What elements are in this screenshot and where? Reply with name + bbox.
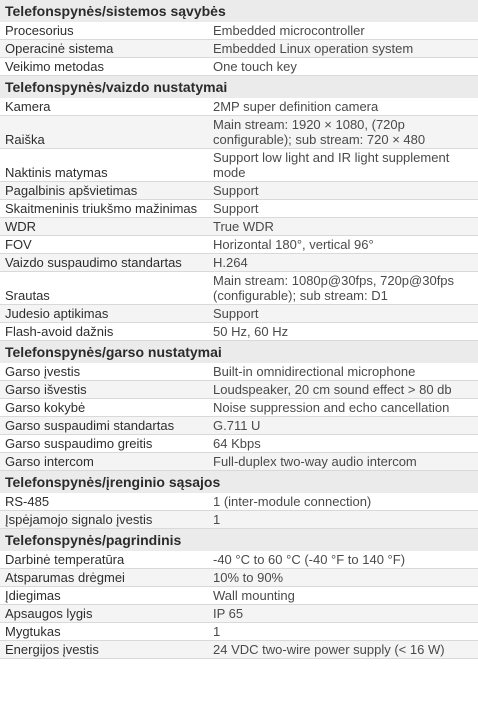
spec-row: [0, 605, 478, 623]
spec-label: Skaitmeninis triukšmo mažinimas: [5, 201, 198, 216]
spec-label: Vaizdo suspaudimo standartas: [5, 255, 182, 270]
spec-row: [0, 218, 478, 236]
spec-label: Judesio aptikimas: [5, 306, 109, 321]
section-interfaces: [0, 471, 478, 529]
spec-value: -40 °C to 60 °C (-40 °F to 140 °F): [213, 552, 406, 567]
spec-row: [0, 182, 478, 200]
spec-label: Apsaugos lygis: [5, 606, 93, 621]
spec-value: Main stream: 1080p@30fps, 720p@30fps (configurable); sub stream: D1: [213, 273, 455, 303]
spec-label: RS-485: [5, 494, 50, 509]
spec-label: FOV: [5, 237, 32, 252]
section-title: Telefonspynės/sistemos sąvybės: [0, 0, 478, 22]
spec-value: Support low light and IR light supplement mode: [213, 150, 450, 180]
spec-row: [0, 511, 478, 529]
spec-value: Built-in omnidirectional microphone: [213, 364, 416, 379]
spec-row: [0, 623, 478, 641]
spec-value: Support: [213, 183, 259, 198]
spec-row: [0, 58, 478, 76]
spec-value: Full-duplex two-way audio intercom: [213, 454, 417, 469]
spec-value: Main stream: 1920 × 1080, (720p configurable); sub stream: 720 × 480: [213, 117, 426, 147]
spec-value: Noise suppression and echo cancellation: [213, 400, 450, 415]
spec-label: Veikimo metodas: [5, 59, 104, 74]
spec-row: [0, 551, 478, 569]
spec-value: Horizontal 180°, vertical 96°: [213, 237, 374, 252]
spec-value: 1 (inter-module connection): [213, 494, 372, 509]
spec-label: Garso įvestis: [5, 364, 81, 379]
spec-value: Support: [213, 306, 259, 321]
spec-row: [0, 493, 478, 511]
spec-label: Atsparumas drėgmei: [5, 570, 125, 585]
spec-label: Darbinė temperatūra: [5, 552, 125, 567]
spec-label: Pagalbinis apšvietimas: [5, 183, 138, 198]
spec-row: [0, 323, 478, 341]
spec-row: [0, 236, 478, 254]
spec-label: Raiška: [5, 132, 45, 147]
spec-label: Kamera: [5, 99, 51, 114]
spec-value: H.264: [213, 255, 248, 270]
spec-label: Garso intercom: [5, 454, 94, 469]
spec-value: 2MP super definition camera: [213, 99, 379, 114]
section-title: Telefonspynės/pagrindinis: [0, 529, 478, 551]
spec-label: Garso išvestis: [5, 382, 87, 397]
spec-label: Flash-avoid dažnis: [5, 324, 114, 339]
spec-row: [0, 587, 478, 605]
spec-row: [0, 363, 478, 381]
spec-row: [0, 149, 478, 182]
spec-value: 10% to 90%: [213, 570, 284, 585]
spec-row: [0, 200, 478, 218]
spec-value: Embedded Linux operation system: [213, 41, 414, 56]
spec-row: [0, 435, 478, 453]
spec-row: [0, 641, 478, 659]
section-video: [0, 76, 478, 341]
spec-row: [0, 254, 478, 272]
spec-value: IP 65: [213, 606, 244, 621]
spec-row: [0, 40, 478, 58]
section-title: Telefonspynės/įrenginio sąsajos: [0, 471, 478, 493]
spec-row: [0, 399, 478, 417]
section-title: Telefonspynės/garso nustatymai: [0, 341, 478, 363]
spec-label: Energijos įvestis: [5, 642, 99, 657]
section-audio: [0, 341, 478, 471]
spec-row: [0, 116, 478, 149]
spec-value: Embedded microcontroller: [213, 23, 365, 38]
spec-value: One touch key: [213, 59, 297, 74]
spec-label: Mygtukas: [5, 624, 61, 639]
spec-value: 1: [213, 512, 221, 527]
spec-row: [0, 22, 478, 40]
spec-value: Support: [213, 201, 259, 216]
spec-row: [0, 272, 478, 305]
spec-row: [0, 98, 478, 116]
spec-row: [0, 417, 478, 435]
section-system: [0, 0, 478, 76]
spec-label: Įspėjamojo signalo įvestis: [5, 512, 153, 527]
section-title: Telefonspynės/vaizdo nustatymai: [0, 76, 478, 98]
spec-value: Wall mounting: [213, 588, 295, 603]
spec-value: 1: [213, 624, 221, 639]
spec-value: Loudspeaker, 20 cm sound effect > 80 db: [213, 382, 452, 397]
spec-value: 50 Hz, 60 Hz: [213, 324, 289, 339]
spec-row: [0, 453, 478, 471]
spec-label: Garso kokybė: [5, 400, 86, 415]
spec-row: [0, 381, 478, 399]
spec-value: G.711 U: [213, 418, 261, 433]
spec-label: Procesorius: [5, 23, 74, 38]
spec-label: Garso suspaudimi standartas: [5, 418, 175, 433]
spec-label: Įdiegimas: [5, 588, 61, 603]
spec-value: 64 Kbps: [213, 436, 261, 451]
spec-label: Operacinė sistema: [5, 41, 114, 56]
spec-row: [0, 305, 478, 323]
spec-value: 24 VDC two-wire power supply (< 16 W): [213, 642, 445, 657]
spec-label: Srautas: [5, 288, 50, 303]
spec-label: WDR: [5, 219, 37, 234]
spec-label: Garso suspaudimo greitis: [5, 436, 153, 451]
spec-row: [0, 569, 478, 587]
spec-value: True WDR: [213, 219, 274, 234]
section-general: [0, 529, 478, 659]
spec-label: Naktinis matymas: [5, 165, 108, 180]
